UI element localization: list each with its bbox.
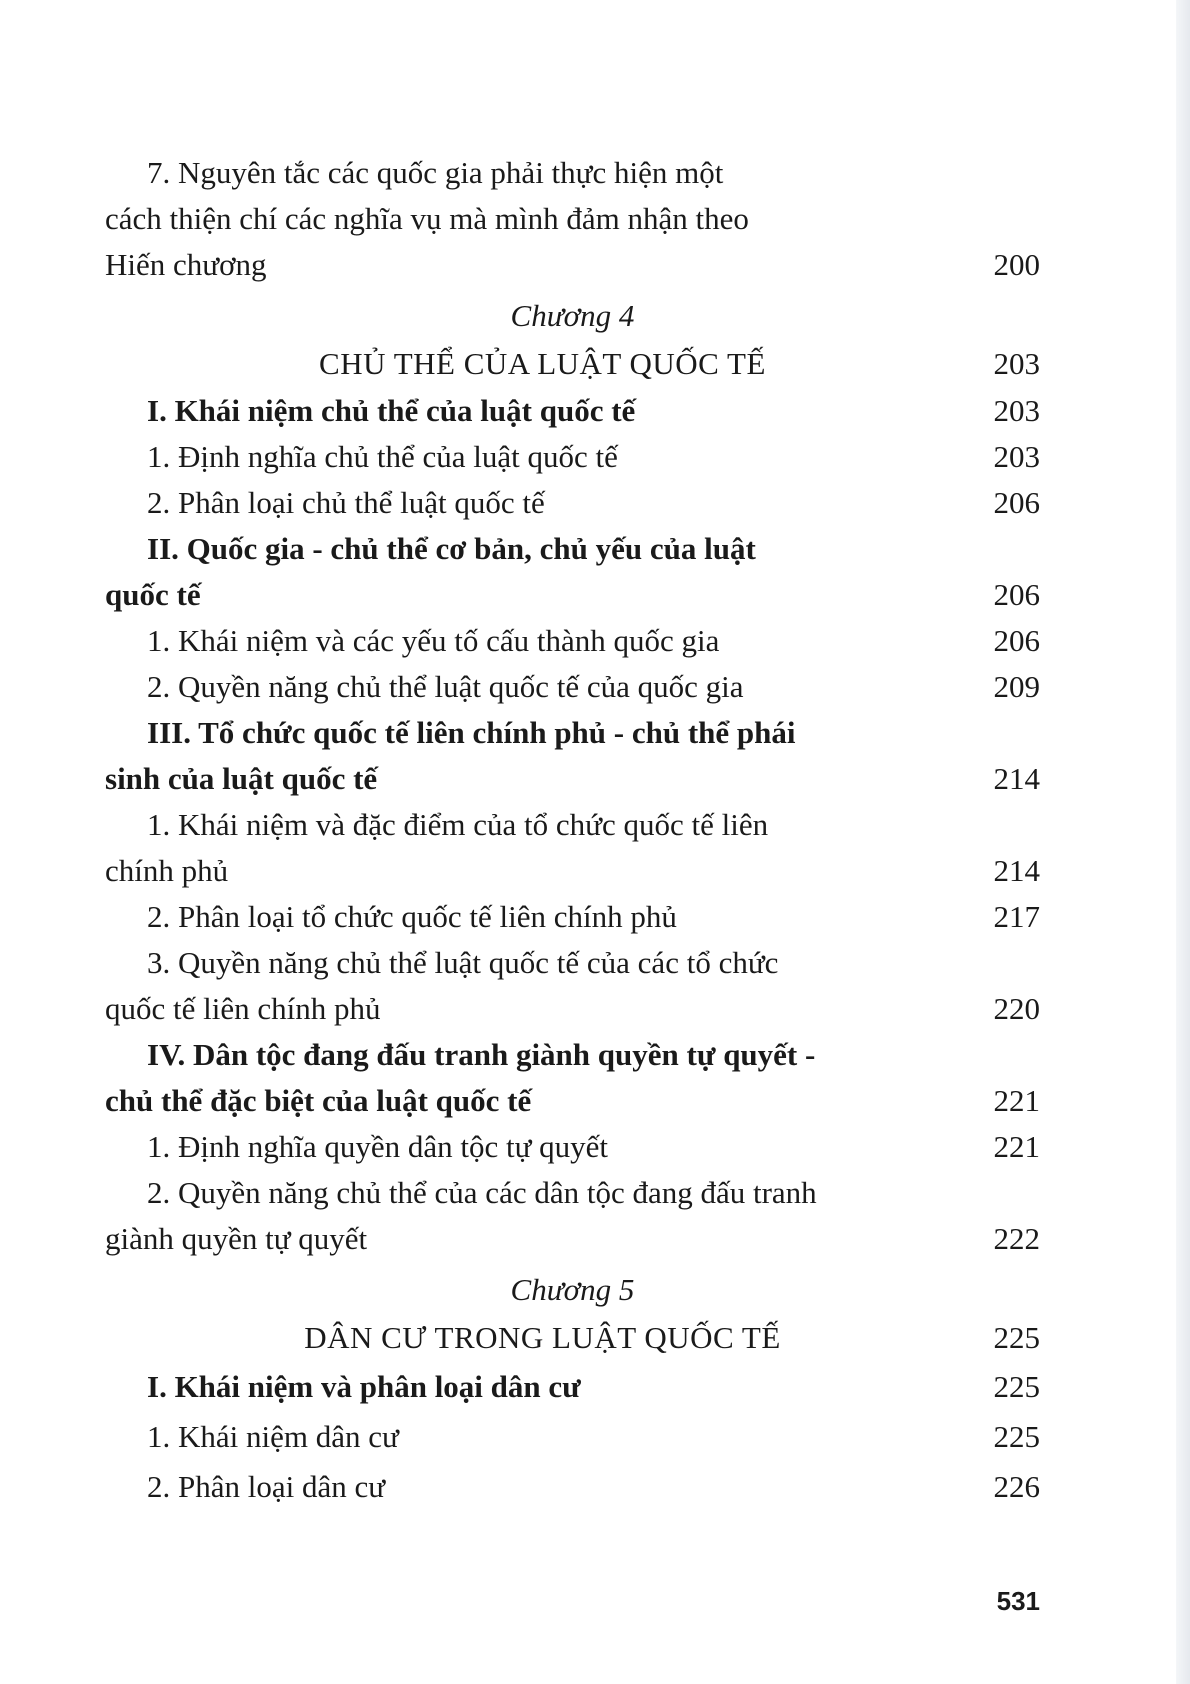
toc-item (105, 1462, 1040, 1512)
toc-item (105, 434, 1040, 480)
toc-section (105, 526, 1040, 618)
toc-item (105, 664, 1040, 710)
toc-item-line: 1. Định nghĩa chủ thể của luật quốc tế (147, 439, 618, 474)
chapter-label: Chương 5 (510, 1272, 635, 1307)
page-number: 206 (993, 623, 1040, 658)
toc-item-line: chính phủ (105, 853, 229, 888)
page-number: 206 (993, 485, 1040, 520)
toc-entry-7 (105, 150, 1040, 288)
toc-item-line: 2. Phân loại chủ thể luật quốc tế (147, 485, 545, 520)
toc-item-line: quốc tế liên chính phủ (105, 991, 381, 1026)
toc-item (105, 802, 1040, 894)
toc-section-line: IV. Dân tộc đang đấu tranh giành quyền tự quyết - (147, 1037, 816, 1072)
toc-section-line: I. Khái niệm chủ thể của luật quốc tế (147, 393, 636, 428)
toc-section (105, 1362, 1040, 1412)
toc-item (105, 480, 1040, 526)
page-number: 221 (993, 1083, 1040, 1118)
chapter-title (105, 340, 1040, 388)
toc-item (105, 1170, 1040, 1262)
toc-item (105, 618, 1040, 664)
toc-item (105, 1124, 1040, 1170)
page-number: 203 (993, 439, 1040, 474)
toc-section-line: chủ thể đặc biệt của luật quốc tế (105, 1083, 532, 1118)
toc-item-line: 3. Quyền năng chủ thể luật quốc tế của các tổ chức (147, 945, 779, 980)
page-number: 214 (993, 761, 1040, 796)
page-number: 203 (993, 346, 1040, 381)
page-number: 209 (993, 669, 1040, 704)
page-number: 206 (993, 577, 1040, 612)
toc-section-line: quốc tế (105, 577, 201, 612)
page-edge (1176, 0, 1190, 1684)
chapter-title-text: CHỦ THỂ CỦA LUẬT QUỐC TẾ (319, 346, 766, 381)
toc-item-line: 2. Phân loại dân cư (147, 1469, 386, 1504)
toc-item (105, 940, 1040, 1032)
toc-section-line: II. Quốc gia - chủ thể cơ bản, chủ yếu của luật (147, 531, 756, 566)
page-number: 222 (993, 1221, 1040, 1256)
toc-item-line: 2. Quyền năng chủ thể của các dân tộc đang đấu tranh (147, 1175, 817, 1210)
toc-section (105, 710, 1040, 802)
toc-item (105, 1412, 1040, 1462)
chapter-title-text: DÂN CƯ TRONG LUẬT QUỐC TẾ (304, 1320, 781, 1355)
page-number: 200 (993, 247, 1040, 282)
page-number: 220 (993, 991, 1040, 1026)
toc-item-line: 1. Khái niệm và các yếu tố cấu thành quốc gia (147, 623, 720, 658)
toc-item-line: 2. Quyền năng chủ thể luật quốc tế của quốc gia (147, 669, 744, 704)
page-number: 214 (993, 853, 1040, 888)
toc-entry-line: cách thiện chí các nghĩa vụ mà mình đảm nhận theo (105, 201, 749, 236)
page-number: 225 (993, 1320, 1040, 1355)
toc-section-line: sinh của luật quốc tế (105, 761, 378, 796)
toc-entry-line: 7. Nguyên tắc các quốc gia phải thực hiện một (147, 155, 724, 190)
toc-section-line: III. Tổ chức quốc tế liên chính phủ - chủ thể phái (147, 715, 796, 750)
table-of-contents (105, 150, 1040, 1512)
toc-section (105, 388, 1040, 434)
footer-page-number: 531 (996, 1586, 1040, 1616)
toc-item-line: giành quyền tự quyết (105, 1221, 368, 1256)
toc-section (105, 1032, 1040, 1124)
page-number: 217 (993, 899, 1040, 934)
toc-item-line: 1. Khái niệm và đặc điểm của tổ chức quốc tế liên (147, 807, 769, 842)
page-number: 203 (993, 393, 1040, 428)
toc-item-line: 1. Định nghĩa quyền dân tộc tự quyết (147, 1129, 609, 1164)
page-number: 226 (993, 1469, 1040, 1504)
page-number: 225 (993, 1369, 1040, 1404)
chapter-label: Chương 4 (510, 298, 635, 333)
toc-item-line: 1. Khái niệm dân cư (147, 1419, 399, 1454)
toc-item-line: 2. Phân loại tổ chức quốc tế liên chính phủ (147, 899, 677, 934)
page-number: 221 (993, 1129, 1040, 1164)
toc-section-line: I. Khái niệm và phân loại dân cư (147, 1369, 581, 1404)
toc-entry-line: Hiến chương (105, 247, 267, 282)
toc-item (105, 894, 1040, 940)
chapter-title (105, 1314, 1040, 1362)
page-number: 225 (993, 1419, 1040, 1454)
